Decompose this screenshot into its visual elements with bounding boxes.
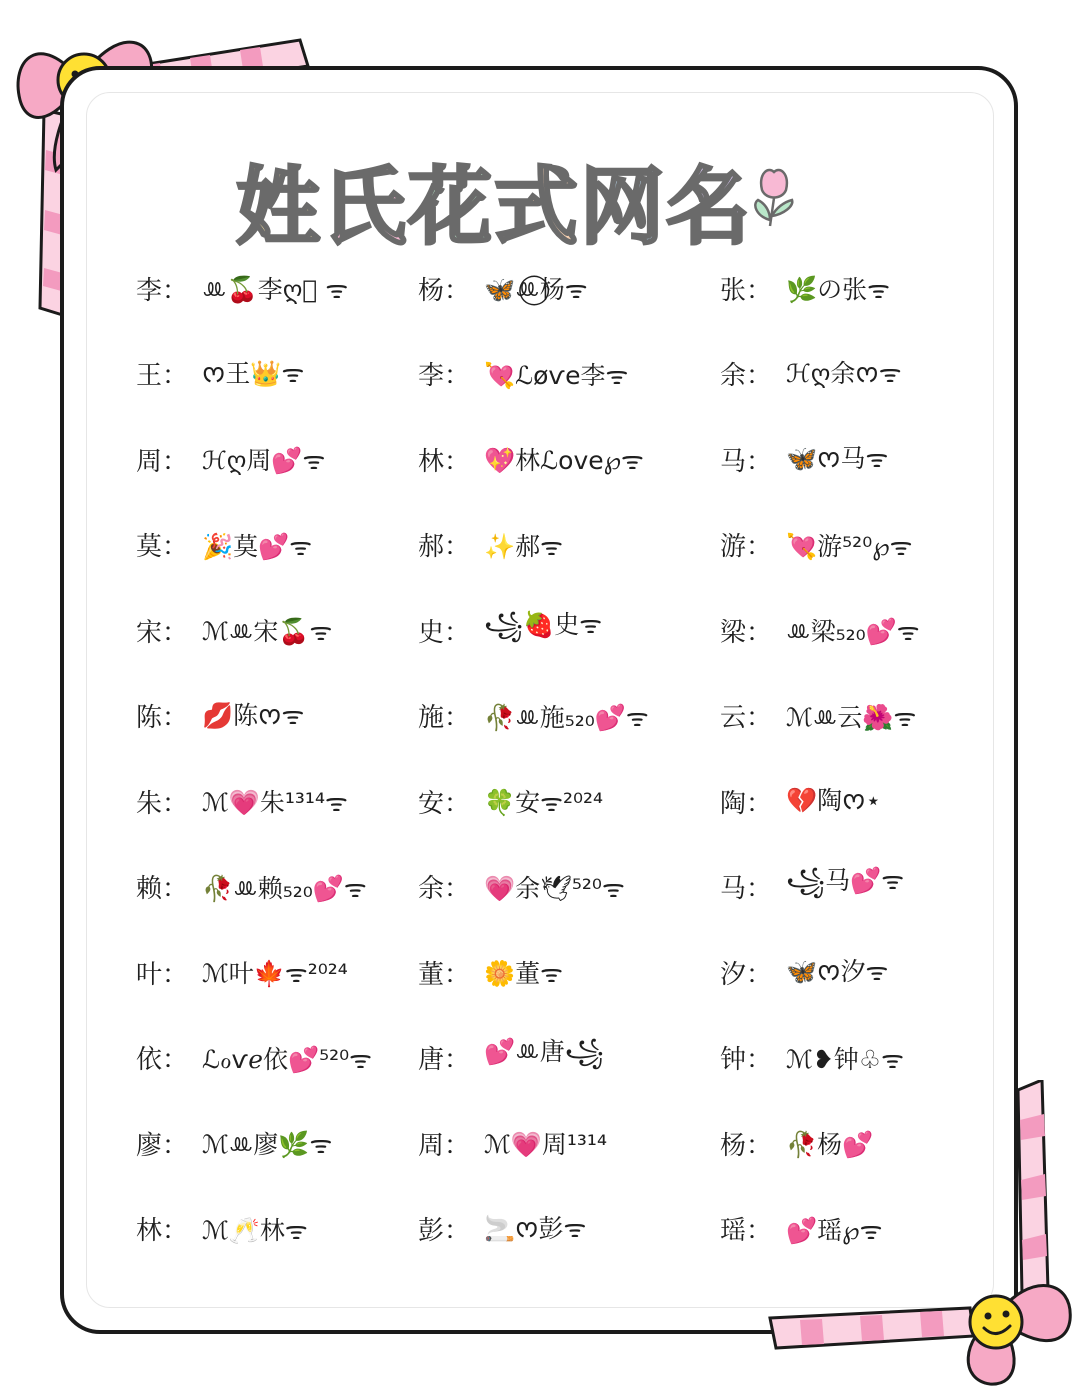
list-item (720, 779, 881, 823)
list-item (136, 608, 332, 652)
surname-label: 杨： (418, 275, 471, 306)
table-row (130, 934, 1010, 1020)
surname-label: 钟： (720, 1045, 773, 1075)
nickname: ℳ❥钟♧ᯤ (786, 1044, 904, 1074)
nickname: 🌼董ᯤ (484, 959, 563, 988)
nickname: ℳꔛ廖🌿ᯤ (202, 1130, 333, 1159)
surname-label: 林： (418, 446, 471, 477)
table-row (130, 1191, 1010, 1277)
surname-label: 赖： (136, 874, 189, 904)
list-item (418, 266, 588, 310)
nickname: 🥀杨💕 (786, 1130, 874, 1159)
surname-label: 莫： (136, 532, 189, 562)
nickname: 🎉莫💕ᯤ (202, 531, 313, 561)
table-row (130, 336, 1010, 422)
surname-label: 宋： (136, 617, 189, 648)
list-item (136, 266, 348, 310)
nickname: 💘ℒøѵe李ᯤ (484, 360, 629, 390)
nickname: ℋღ余ᰔᯤ (786, 358, 902, 388)
list-item (136, 950, 348, 994)
list-item (418, 608, 602, 652)
table-row (130, 592, 1010, 678)
nickname: ꧁🍓史ᯤ (484, 609, 603, 639)
surname-label: 张： (720, 275, 773, 306)
nickname: ℳ叶🍁ᯤ²⁰²⁴ (202, 959, 348, 988)
surname-label: 汐： (720, 959, 773, 990)
list-item (136, 1207, 308, 1251)
list-item (418, 352, 628, 396)
nickname: ℋღ周💕ᯤ (202, 446, 326, 475)
list-item (720, 608, 920, 652)
surname-label: 唐： (418, 1045, 471, 1075)
list-item (720, 437, 888, 481)
nickname-grid (130, 250, 1010, 1276)
nickname: 💖林ℒove℘ᯤ (484, 446, 644, 475)
list-item (720, 1121, 873, 1165)
title-char: 花 (408, 158, 495, 256)
tulip-icon (748, 160, 800, 230)
nickname: 🦋ᰔ马ᯤ (786, 444, 889, 473)
surname-label: 周： (418, 1130, 471, 1161)
nickname: 💘游⁵²⁰℘ᯤ (786, 531, 913, 561)
nickname: ℳꔛ云🌺ᯤ (786, 702, 917, 732)
list-item (720, 352, 902, 396)
surname-label: 依： (136, 1045, 189, 1075)
surname-label: 瑶： (720, 1216, 773, 1246)
nickname: 🚬ᰔ彭ᯤ (484, 1213, 587, 1243)
nickname: 🦋ᰔ汐ᯤ (786, 957, 889, 986)
nickname: ꔛ🍒李ღ⃝ ᯤ (202, 275, 349, 304)
surname-label: 陶： (720, 788, 773, 819)
title-char: 姓 (236, 158, 323, 256)
list-item (136, 865, 367, 909)
smiley-icon (970, 1296, 1022, 1348)
surname-label: 余： (720, 361, 773, 391)
list-item (720, 694, 916, 738)
nickname: ℳꔛ宋🍒ᯤ (202, 617, 333, 646)
table-row (130, 421, 1010, 507)
nickname: 💕ꔛ唐꧁ (484, 1037, 604, 1066)
nickname: ꧁马💕ᯤ (786, 866, 905, 895)
surname-label: 周： (136, 446, 189, 477)
nickname: 💗余🕊⁵²⁰ᯤ (484, 873, 625, 903)
nickname: 🍀安ᯤ²⁰²⁴ (484, 788, 604, 817)
nickname: 🥀ꔛ赖₅₂₀💕ᯤ (202, 873, 367, 903)
list-item (136, 694, 304, 738)
nickname: 💕瑶℘ᯤ (786, 1215, 883, 1245)
list-item (136, 523, 312, 567)
list-item (720, 1207, 882, 1251)
list-item (720, 266, 890, 310)
table-row (130, 1105, 1010, 1191)
list-item (418, 1207, 586, 1251)
nickname: ℒℴѵℯ依💕⁵²⁰ᯤ (202, 1044, 373, 1074)
title-char: 网 (580, 158, 667, 256)
surname-label: 马： (720, 874, 773, 904)
surname-label: 余： (418, 874, 471, 904)
list-item (418, 1121, 607, 1165)
list-item (136, 1036, 372, 1080)
nickname: 🥀ꔛ施₅₂₀💕ᯤ (484, 702, 649, 732)
table-row (130, 678, 1010, 764)
list-item (418, 950, 563, 994)
table-row (130, 849, 1010, 935)
list-item (720, 865, 904, 909)
surname-label: 董： (418, 959, 471, 990)
surname-label: 廖： (136, 1130, 189, 1161)
surname-label: 林： (136, 1216, 189, 1246)
title-char: 氏 (322, 158, 409, 256)
surname-label: 王： (136, 361, 189, 391)
surname-label: 史： (418, 617, 471, 648)
list-item (720, 523, 912, 567)
surname-label: 云： (720, 703, 773, 733)
surname-label: 杨： (720, 1130, 773, 1161)
nickname: 🦋ꔛ⃝杨ᯤ (484, 275, 588, 304)
surname-label: 陈： (136, 703, 189, 733)
list-item (720, 1036, 904, 1080)
surname-label: 郝： (418, 532, 471, 562)
table-row (130, 1020, 1010, 1106)
table-row (130, 507, 1010, 593)
nickname: ✨郝ᯤ (484, 531, 563, 561)
nickname: ℳ💗周¹³¹⁴ (484, 1130, 607, 1159)
nickname: 🌿の张ᯤ (786, 275, 890, 304)
list-item (418, 1036, 604, 1080)
nickname: ᰔ王👑ᯤ (202, 358, 305, 388)
list-item (418, 437, 644, 481)
nickname: 💔陶ᰔ⋆ (786, 786, 882, 815)
surname-label: 安： (418, 788, 471, 819)
page-title (236, 140, 753, 256)
surname-label: 梁： (720, 617, 773, 648)
table-row (130, 250, 1010, 336)
surname-label: 李： (418, 361, 471, 391)
list-item (418, 523, 563, 567)
nickname: ℳ💗朱¹³¹⁴ᯤ (202, 788, 348, 817)
list-item (418, 865, 625, 909)
table-row (130, 763, 1010, 849)
nickname: ꔛ梁₅₂₀💕ᯤ (786, 617, 920, 646)
list-item (136, 1121, 332, 1165)
surname-label: 朱： (136, 788, 189, 819)
surname-label: 施： (418, 703, 471, 733)
list-item (418, 694, 649, 738)
surname-label: 游： (720, 532, 773, 562)
nickname: 💋陈ᰔᯤ (202, 700, 305, 730)
surname-label: 李： (136, 275, 189, 306)
surname-label: 马： (720, 446, 773, 477)
nickname: ℳ🥂林ᯤ (202, 1215, 308, 1245)
list-item (720, 950, 888, 994)
title-char: 式 (494, 158, 581, 256)
list-item (136, 779, 348, 823)
list-item (136, 352, 304, 396)
surname-label: 彭： (418, 1216, 471, 1246)
list-item (418, 779, 603, 823)
list-item (136, 437, 325, 481)
surname-label: 叶： (136, 959, 189, 990)
title-char: 名 (666, 158, 753, 256)
